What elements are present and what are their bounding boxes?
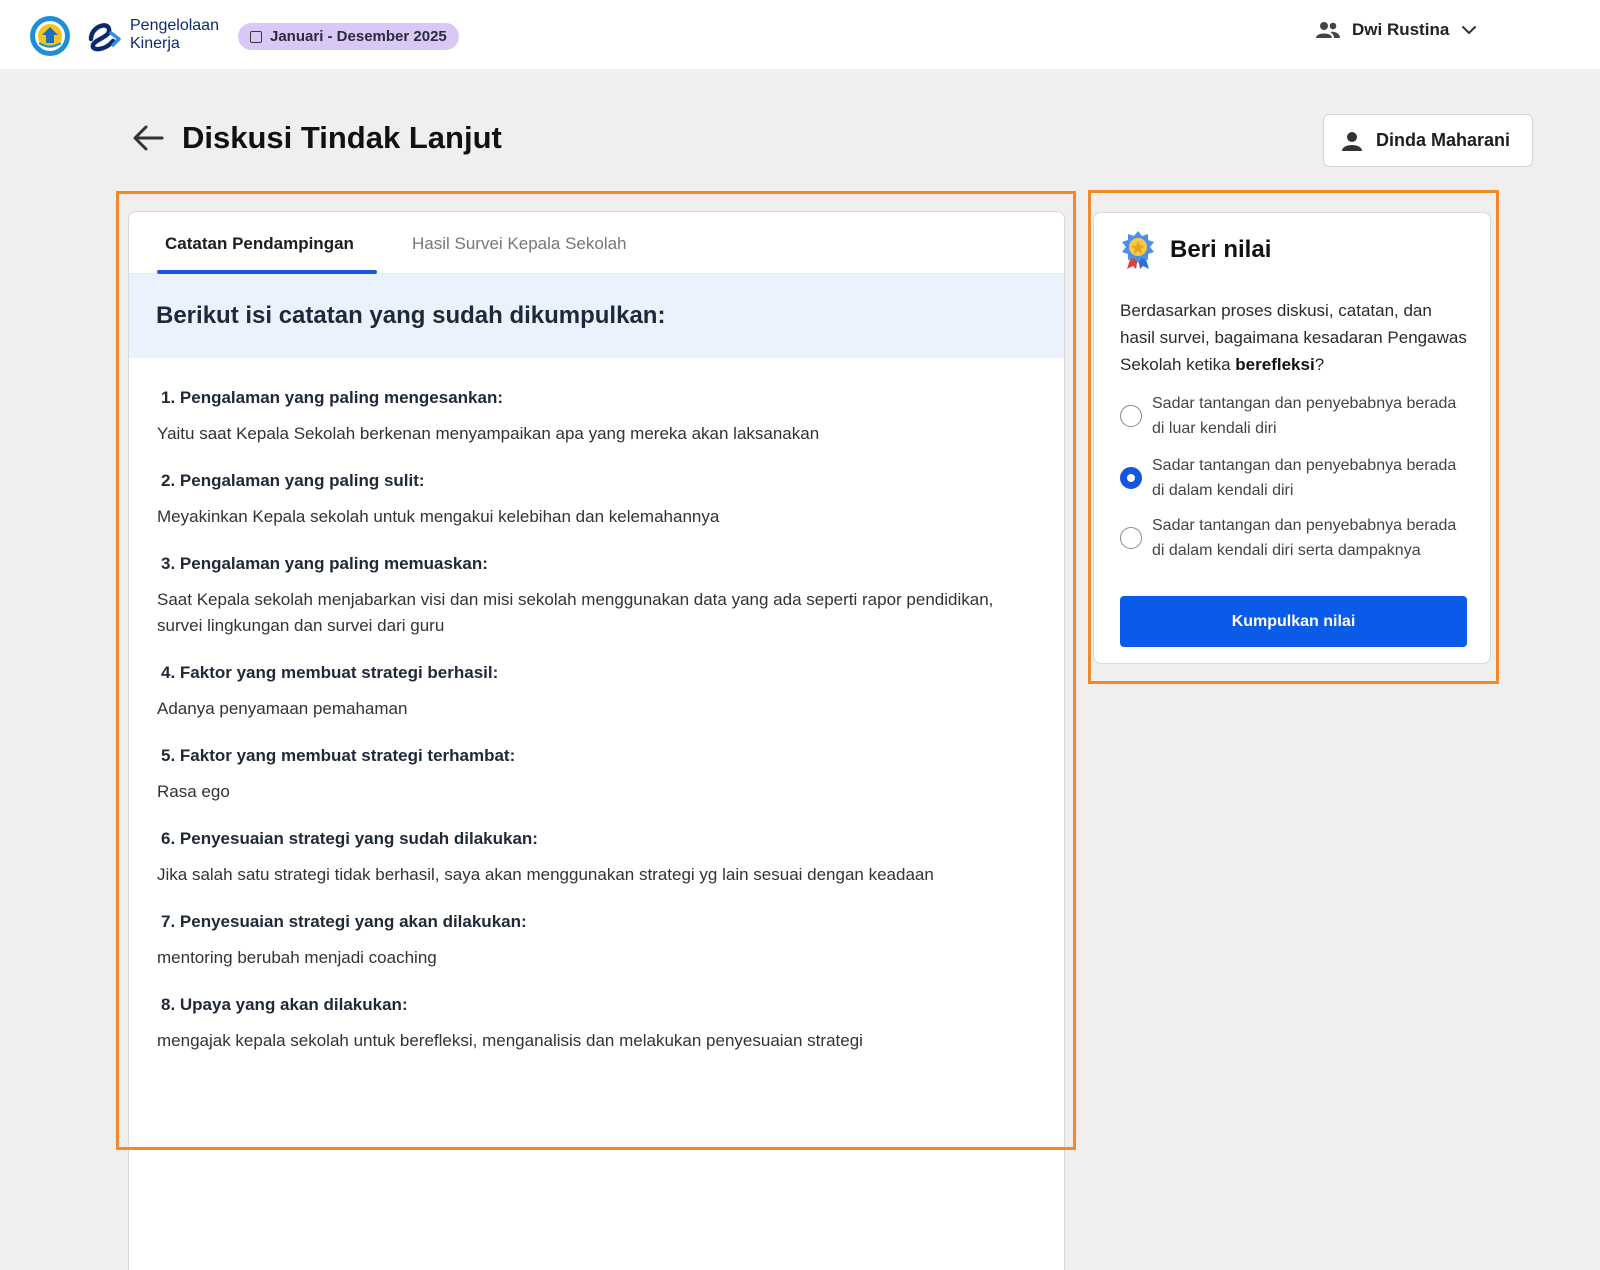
note-question: 1. Pengalaman yang paling mengesankan: <box>161 388 503 407</box>
list-item <box>157 912 1036 971</box>
user-name: Dwi Rustina <box>1352 20 1450 39</box>
list-item <box>157 388 1036 447</box>
rating-question <box>1120 297 1470 378</box>
rating-option-3[interactable] <box>1120 513 1470 563</box>
rating-option-1[interactable] <box>1120 391 1470 441</box>
list-item <box>157 471 1036 530</box>
note-question: 6. Penyesuaian strategi yang sudah dilakukan: <box>161 829 538 848</box>
tab-bar <box>129 212 1064 274</box>
page-header <box>132 120 502 156</box>
rating-question-emphasis: berefleksi <box>1235 355 1315 374</box>
arrow-left-icon[interactable] <box>132 124 164 152</box>
rating-question-suffix: ? <box>1314 355 1325 374</box>
note-answer: Rasa ego <box>157 782 230 801</box>
list-item <box>157 746 1036 805</box>
note-question: 7. Penyesuaian strategi yang akan dilakukan: <box>161 912 527 931</box>
note-answer: mengajak kepala sekolah untuk berefleksi, menganalisis dan melakukan penyesuaian strategi <box>157 1031 863 1050</box>
app-name <box>130 17 219 53</box>
note-question: 5. Faktor yang membuat strategi terhambat: <box>161 746 516 765</box>
note-question: 4. Faktor yang membuat strategi berhasil: <box>161 663 499 682</box>
note-answer: Meyakinkan Kepala sekolah untuk mengakui kelebihan dan kelemahannya <box>157 507 720 526</box>
note-answer: Jika salah satu strategi tidak berhasil, saya akan menggunakan strategi yg lain sesuai dengan keadaan <box>157 865 934 884</box>
submit-rating-button[interactable]: Kumpulkan nilai <box>1120 596 1467 647</box>
tab-catatan-pendampingan[interactable]: Catatan Pendampingan <box>165 234 354 253</box>
page-title: Diskusi Tindak Lanjut <box>182 120 502 155</box>
medal-icon <box>1120 230 1156 270</box>
note-answer: mentoring berubah menjadi coaching <box>157 948 437 967</box>
users-icon <box>1316 21 1340 39</box>
rating-header <box>1120 230 1271 270</box>
note-answer: Saat Kepala sekolah menjabarkan visi dan misi sekolah menggunakan data yang ada seperti rapor pendidikan, survei lingkungan dan survei dari guru <box>157 590 994 635</box>
rating-option-2[interactable] <box>1120 453 1470 503</box>
tut-wuri-handayani-logo[interactable] <box>29 15 71 57</box>
list-item <box>157 554 1036 639</box>
chevron-down-icon <box>1461 25 1477 35</box>
radio-button[interactable] <box>1120 405 1142 427</box>
list-item <box>157 663 1036 722</box>
subject-name: Dinda Maharani <box>1376 130 1511 150</box>
notes-banner: Berikut isi catatan yang sudah dikumpulkan: <box>129 274 1064 358</box>
app-name-line2: Kinerja <box>130 35 180 52</box>
top-navigation-bar <box>0 0 1600 69</box>
rating-question-text: Berdasarkan proses diskusi, catatan, dan hasil survei, bagaimana kesadaran Pengawas Sekolah ketika <box>1120 301 1467 374</box>
rating-option-label: Sadar tantangan dan penyebabnya berada di dalam kendali diri serta dampaknya <box>1152 517 1457 559</box>
radio-button[interactable] <box>1120 527 1142 549</box>
calendar-icon <box>250 31 262 43</box>
note-question: 3. Pengalaman yang paling memuaskan: <box>161 554 488 573</box>
period-selector[interactable] <box>238 23 459 50</box>
subject-chip[interactable] <box>1323 114 1533 167</box>
note-question: 2. Pengalaman yang paling sulit: <box>161 471 425 490</box>
note-answer: Yaitu saat Kepala Sekolah berkenan menyampaikan apa yang mereka akan laksanakan <box>157 424 820 443</box>
person-icon <box>1342 131 1362 151</box>
notes-card <box>128 211 1065 1270</box>
note-question: 8. Upaya yang akan dilakukan: <box>161 995 408 1014</box>
radio-button-selected[interactable] <box>1120 467 1142 489</box>
user-menu[interactable] <box>1316 20 1477 40</box>
list-item <box>157 829 1036 888</box>
note-answer: Adanya penyamaan pemahaman <box>157 699 408 718</box>
rating-card <box>1093 212 1491 664</box>
pengelolaan-kinerja-logo[interactable] <box>85 17 125 53</box>
app-name-line1: Pengelolaan <box>130 17 219 34</box>
rating-option-label: Sadar tantangan dan penyebabnya berada di luar kendali diri <box>1152 395 1457 437</box>
list-item <box>157 995 1036 1054</box>
tab-hasil-survei[interactable]: Hasil Survei Kepala Sekolah <box>412 234 627 253</box>
rating-option-label: Sadar tantangan dan penyebabnya berada di dalam kendali diri <box>1152 457 1457 499</box>
notes-list <box>129 358 1064 1054</box>
period-label: Januari - Desember 2025 <box>270 28 447 45</box>
rating-title: Beri nilai <box>1170 236 1272 263</box>
active-tab-indicator <box>157 270 377 274</box>
